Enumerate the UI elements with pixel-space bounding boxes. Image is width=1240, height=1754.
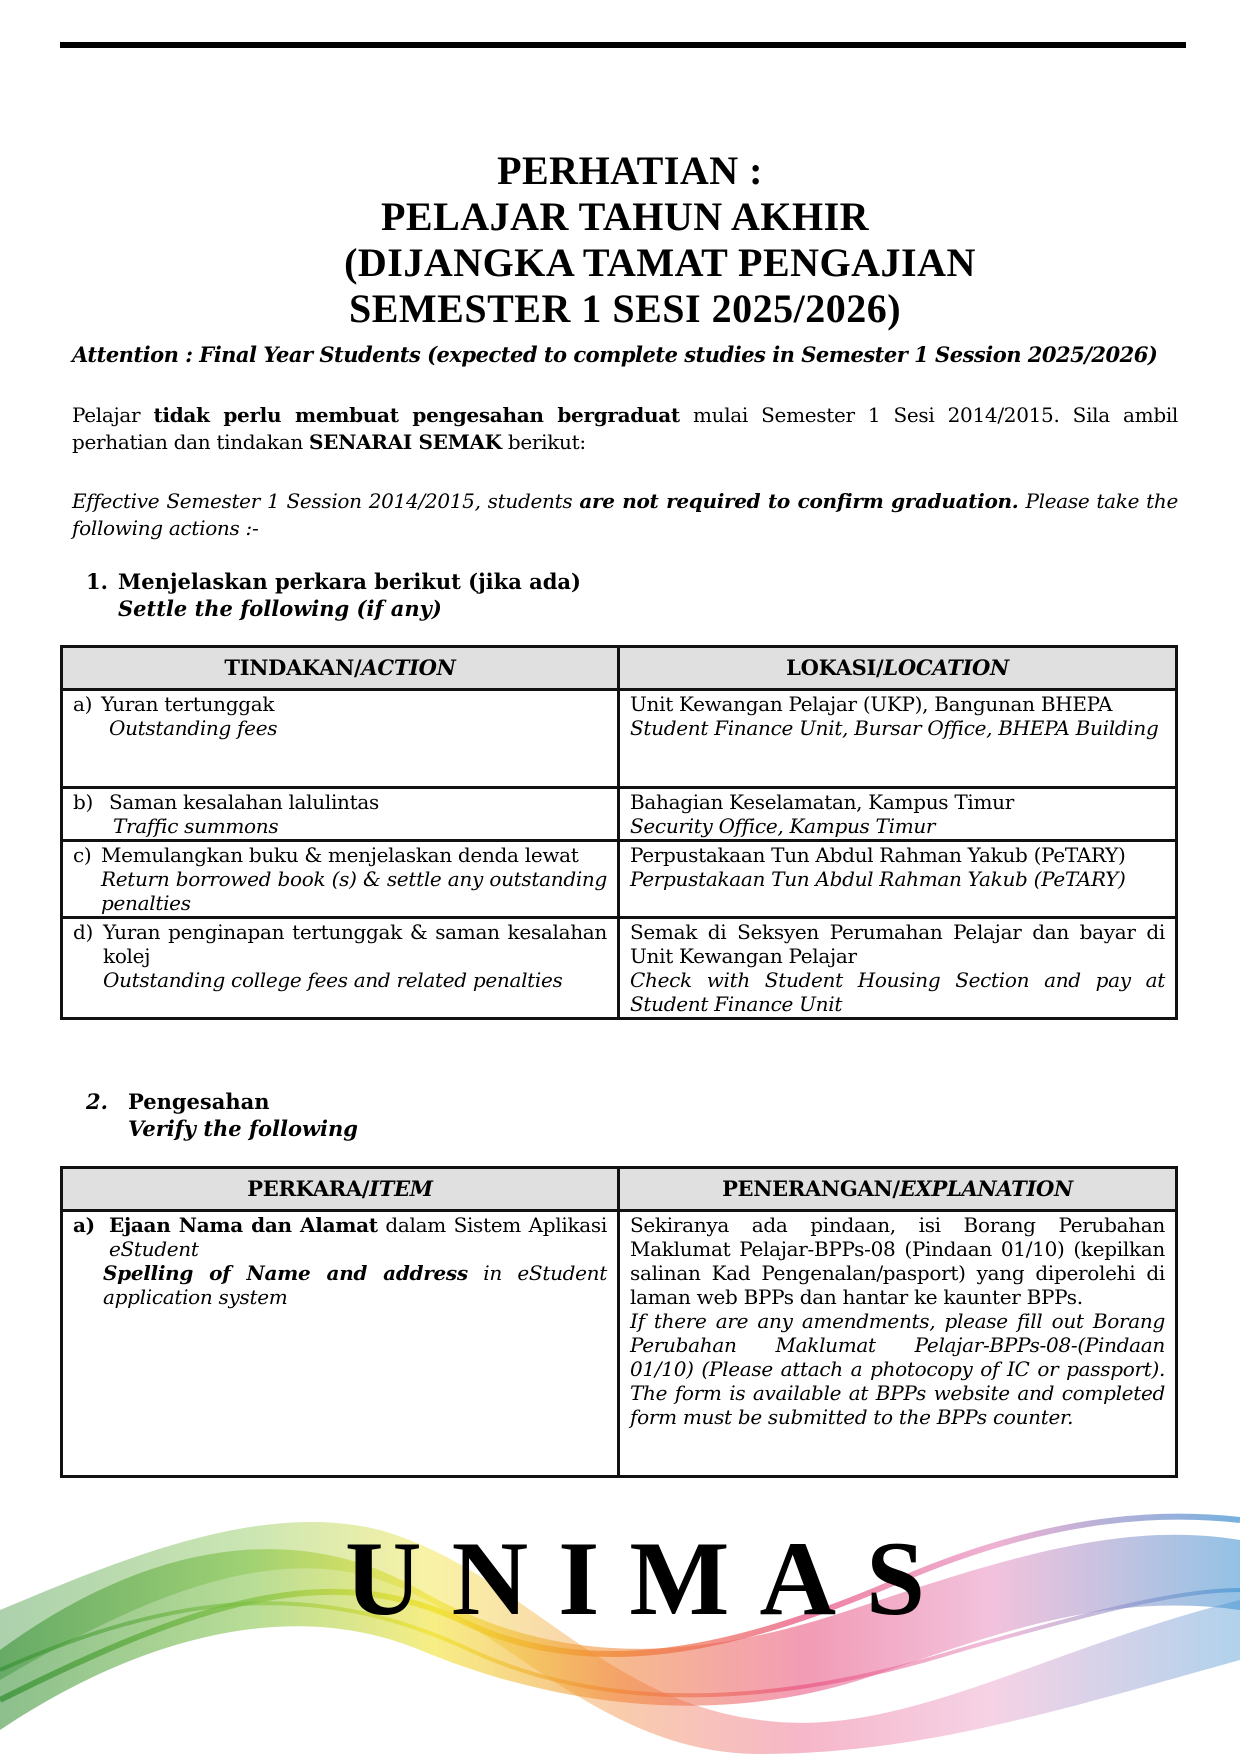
item-english-emphasis: Spelling of Name and address: [103, 1261, 468, 1285]
intro-en-emphasis: are not required to confirm graduation.: [579, 489, 1019, 513]
title-line-2: PELAJAR TAHUN AKHIR: [380, 194, 870, 239]
header-en: EXPLANATION: [899, 1176, 1073, 1201]
intro-ms-text: berikut:: [501, 430, 586, 454]
title-line-1: PERHATIAN :: [497, 148, 763, 193]
explanation-cell: [619, 1211, 1177, 1477]
intro-paragraph-english: [72, 488, 1178, 542]
action-malay: Memulangkan buku & menjelaskan denda lewat: [101, 843, 579, 867]
intro-ms-emphasis: tidak perlu membuat pengesahan bergraduat: [153, 403, 680, 427]
column-header-action: [62, 647, 619, 690]
table-header-row: [62, 647, 1177, 690]
intro-en-text: Effective Semester 1 Session 2014/2015, students: [72, 489, 580, 513]
column-header-item: [62, 1168, 619, 1211]
header-en: ACTION: [361, 655, 456, 680]
item-malay-system-name: eStudent: [109, 1237, 199, 1261]
location-english: Security Office, Kampus Timur: [630, 814, 936, 838]
header-ms: PERKARA/: [247, 1176, 370, 1201]
table-row: [62, 918, 1177, 1019]
item-malay-emphasis: Ejaan Nama dan Alamat: [109, 1213, 378, 1237]
table-row: [62, 841, 1177, 918]
english-subtitle: Attention : Final Year Students (expected to complete studies in Semester 1 Session 2025/2026): [72, 342, 1158, 367]
table-row: [62, 690, 1177, 788]
column-header-location: [619, 647, 1177, 690]
location-english: Perpustakaan Tun Abdul Rahman Yakub (PeTARY): [630, 867, 1126, 891]
section-number: 1.: [86, 569, 108, 594]
action-cell: [62, 788, 619, 841]
location-english: Check with Student Housing Section and pay at Student Finance Unit: [630, 968, 1165, 1016]
intro-en-text: Please take the following actions :-: [72, 489, 1178, 540]
table-row: [62, 788, 1177, 841]
action-cell: [62, 690, 619, 788]
unimas-logo-text: UNIMAS: [345, 1520, 955, 1637]
row-label: a): [73, 692, 93, 716]
location-english: Student Finance Unit, Bursar Office, BHEPA Building: [630, 716, 1159, 740]
action-english: Return borrowed book (s) & settle any outstanding penalties: [101, 867, 607, 915]
row-label: d): [73, 920, 94, 944]
page-title: [0, 148, 1240, 332]
section-number: 2.: [86, 1089, 108, 1114]
header-en: ITEM: [369, 1176, 433, 1201]
location-malay: Semak di Seksyen Perumahan Pelajar dan bayar di Unit Kewangan Pelajar: [630, 920, 1165, 968]
location-cell: [619, 918, 1177, 1019]
intro-ms-text: Pelajar: [72, 403, 154, 427]
action-malay: Yuran tertunggak: [101, 692, 275, 716]
row-label: a): [73, 1213, 95, 1237]
location-cell: [619, 788, 1177, 841]
settlement-table: [60, 645, 1178, 1020]
section-title-english: Verify the following: [128, 1116, 358, 1141]
title-line-4: SEMESTER 1 SESI 2025/2026): [348, 286, 902, 331]
location-malay: Bahagian Keselamatan, Kampus Timur: [630, 790, 1014, 814]
action-english: Outstanding fees: [109, 716, 278, 740]
column-header-explanation: [619, 1168, 1177, 1211]
action-english: Outstanding college fees and related penalties: [103, 968, 563, 992]
action-english: Traffic summons: [113, 814, 279, 838]
header-ms: LOKASI/: [786, 655, 884, 680]
section-title-malay: Menjelaskan perkara berikut (jika ada): [118, 569, 581, 594]
item-english-text: in eStudent application system: [103, 1261, 608, 1309]
table-row: [62, 1211, 1177, 1477]
location-malay: Perpustakaan Tun Abdul Rahman Yakub (PeTARY): [630, 843, 1126, 867]
header-en: LOCATION: [883, 655, 1009, 680]
intro-ms-checklist-emphasis: SENARAI SEMAK: [309, 430, 502, 454]
row-label: b): [73, 790, 94, 814]
location-cell: [619, 690, 1177, 788]
action-malay: Saman kesalahan lalulintas: [109, 790, 379, 814]
verification-table: [60, 1166, 1178, 1478]
location-cell: [619, 841, 1177, 918]
action-malay: Yuran penginapan tertunggak & saman kesalahan kolej: [103, 920, 607, 968]
section-title-malay: Pengesahan: [128, 1089, 270, 1114]
table-header-row: [62, 1168, 1177, 1211]
header-ms: TINDAKAN/: [224, 655, 362, 680]
action-cell: [62, 918, 619, 1019]
explanation-english: If there are any amendments, please fill out Borang Perubahan Maklumat Pelajar-BPPs-08-(Pindaan 01/10) (Please attach a photocopy of IC or passport). The form is available at BPPs website and completed form must be submitted to the BPPs counter.: [630, 1309, 1165, 1429]
explanation-malay: Sekiranya ada pindaan, isi Borang Perubahan Maklumat Pelajar-BPPs-08 (Pindaan 01/10) (kepilkan salinan Kad Pengenalan/pasport) yang diperolehi di laman web BPPs dan hantar ke kaunter BPPs.: [630, 1213, 1165, 1309]
intro-ms-text: mulai Semester 1 Sesi 2014/2015. Sila ambil perhatian dan tindakan: [72, 403, 1179, 454]
row-label: c): [73, 843, 92, 867]
location-malay: Unit Kewangan Pelajar (UKP), Bangunan BHEPA: [630, 692, 1113, 716]
header-ms: PENERANGAN/: [722, 1176, 900, 1201]
title-line-3: (DIJANGKA TAMAT PENGAJIAN: [344, 240, 976, 285]
section-title-english: Settle the following (if any): [118, 596, 442, 621]
item-cell: [62, 1211, 619, 1477]
action-cell: [62, 841, 619, 918]
item-malay-text: dalam Sistem Aplikasi: [377, 1213, 607, 1237]
top-horizontal-rule: [60, 42, 1186, 48]
intro-paragraph-malay: [72, 402, 1178, 456]
